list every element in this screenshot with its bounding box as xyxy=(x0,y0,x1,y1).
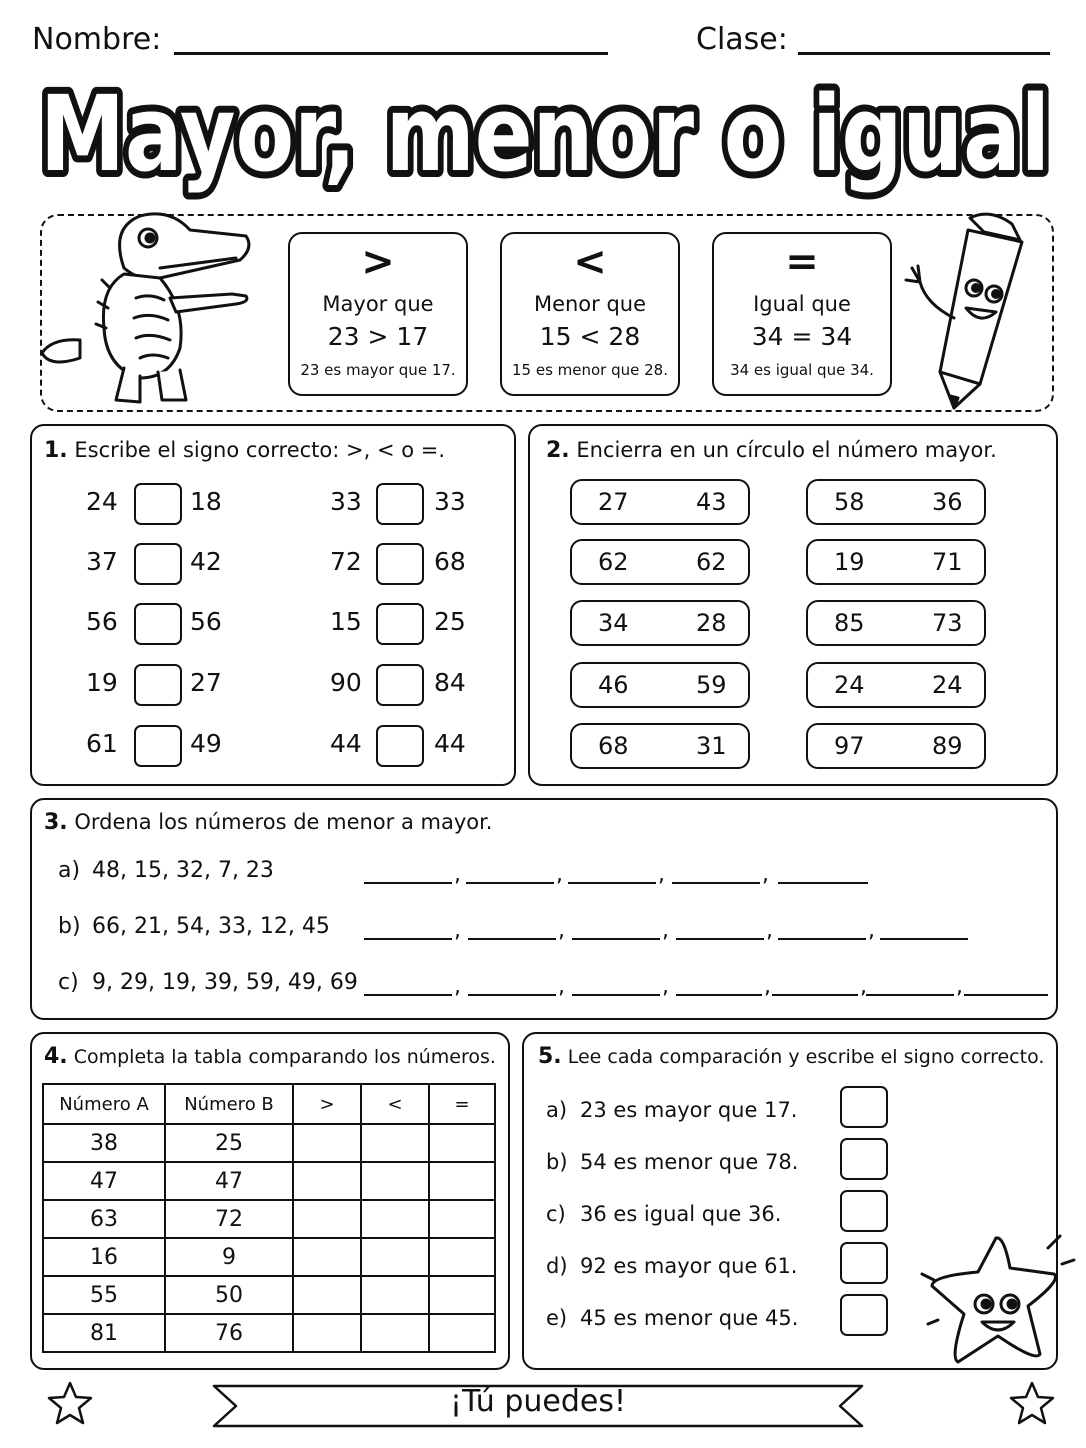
item-letter: d) xyxy=(546,1254,568,1278)
answer-blank[interactable] xyxy=(468,994,556,996)
equal-answer-cell[interactable] xyxy=(429,1238,495,1276)
comma-separator: , xyxy=(662,974,669,999)
number-a-cell: 81 xyxy=(43,1314,165,1352)
comma-separator: , xyxy=(558,974,565,999)
answer-box[interactable] xyxy=(376,603,424,645)
section-3-instruction xyxy=(44,810,492,835)
equal-symbol: = xyxy=(785,239,819,285)
number-pair[interactable] xyxy=(570,662,750,708)
comparison-statement: 23 es mayor que 17. xyxy=(580,1098,798,1122)
numbers-to-order: 48, 15, 32, 7, 23 xyxy=(92,858,274,883)
section-number: 1. xyxy=(44,438,68,463)
answer-blank[interactable] xyxy=(778,938,866,940)
second-number[interactable]: 59 xyxy=(696,671,727,699)
item-letter: b) xyxy=(58,914,81,939)
less-answer-cell[interactable] xyxy=(361,1162,429,1200)
answer-box[interactable] xyxy=(134,603,182,645)
comma-separator: , xyxy=(454,974,461,999)
reference-example: 15 < 28 xyxy=(539,322,641,351)
answer-box[interactable] xyxy=(134,543,182,585)
reference-name: Igual que xyxy=(753,292,851,316)
table-header-row xyxy=(43,1084,495,1124)
second-number[interactable]: 71 xyxy=(932,548,963,576)
greater-than-symbol: > xyxy=(361,239,395,285)
less-answer-cell[interactable] xyxy=(361,1238,429,1276)
first-number: 90 xyxy=(330,668,362,697)
comparison-statement: 45 es menor que 45. xyxy=(580,1306,799,1330)
less-than-symbol: < xyxy=(573,239,607,285)
second-number: 56 xyxy=(190,607,222,636)
number-b-cell: 25 xyxy=(165,1124,293,1162)
first-number: 61 xyxy=(86,729,118,758)
comparison-statement: 36 es igual que 36. xyxy=(580,1202,782,1226)
number-b-cell: 72 xyxy=(165,1200,293,1238)
number-a-cell: 55 xyxy=(43,1276,165,1314)
first-number[interactable]: 46 xyxy=(598,671,629,699)
second-number: 44 xyxy=(434,729,466,758)
column-header: < xyxy=(361,1084,429,1124)
second-number: 68 xyxy=(434,547,466,576)
star-icon xyxy=(1008,1380,1056,1426)
reference-name: Mayor que xyxy=(322,292,434,316)
number-pair[interactable] xyxy=(570,539,750,585)
reference-sentence: 34 es igual que 34. xyxy=(730,361,874,379)
comparison-statement: 54 es menor que 78. xyxy=(580,1150,799,1174)
answer-blank[interactable] xyxy=(964,994,1048,996)
class-label: Clase: xyxy=(696,22,788,57)
reference-name: Menor que xyxy=(533,292,647,316)
second-number: 49 xyxy=(190,729,222,758)
answer-blank[interactable] xyxy=(572,938,660,940)
reference-card-less xyxy=(500,232,680,396)
comma-separator: , xyxy=(662,918,669,943)
table-row xyxy=(43,1314,495,1352)
answer-box[interactable] xyxy=(840,1242,888,1284)
section-number: 2. xyxy=(546,438,570,463)
first-number[interactable]: 62 xyxy=(598,548,629,576)
second-number: 33 xyxy=(434,487,466,516)
number-a-cell: 16 xyxy=(43,1238,165,1276)
numbers-to-order: 66, 21, 54, 33, 12, 45 xyxy=(92,914,330,939)
item-letter: c) xyxy=(58,970,79,995)
number-pair[interactable] xyxy=(806,539,986,585)
first-number[interactable]: 24 xyxy=(834,671,865,699)
answer-blank[interactable] xyxy=(364,938,452,940)
greater-answer-cell[interactable] xyxy=(293,1162,361,1200)
number-pair[interactable] xyxy=(570,600,750,646)
comma-separator: , xyxy=(860,974,867,999)
first-number[interactable]: 68 xyxy=(598,732,629,760)
equal-answer-cell[interactable] xyxy=(429,1314,495,1352)
reference-card-greater xyxy=(288,232,468,396)
instruction-text: Completa la tabla comparando los números. xyxy=(73,1046,496,1068)
number-pair[interactable] xyxy=(570,479,750,525)
section-1-instruction xyxy=(44,438,445,463)
answer-box[interactable] xyxy=(134,483,182,525)
answer-blank[interactable] xyxy=(778,882,868,884)
section-number: 3. xyxy=(44,810,68,835)
first-number: 44 xyxy=(330,729,362,758)
second-number: 18 xyxy=(190,487,222,516)
first-number: 37 xyxy=(86,547,118,576)
answer-box[interactable] xyxy=(840,1138,888,1180)
page-title xyxy=(30,72,1060,202)
answer-blank[interactable] xyxy=(364,882,452,884)
comparison-statement: 92 es mayor que 61. xyxy=(580,1254,798,1278)
equal-answer-cell[interactable] xyxy=(429,1200,495,1238)
second-number: 84 xyxy=(434,668,466,697)
comparison-table xyxy=(42,1083,496,1353)
section-number: 4. xyxy=(44,1044,68,1069)
reference-example: 23 > 17 xyxy=(327,322,429,351)
equal-answer-cell[interactable] xyxy=(429,1162,495,1200)
number-b-cell: 47 xyxy=(165,1162,293,1200)
answer-box[interactable] xyxy=(376,543,424,585)
item-letter: a) xyxy=(546,1098,568,1122)
answer-blank[interactable] xyxy=(672,882,760,884)
column-header: > xyxy=(293,1084,361,1124)
answer-box[interactable] xyxy=(840,1086,888,1128)
star-icon xyxy=(46,1380,94,1426)
reference-sentence: 15 es menor que 28. xyxy=(511,361,668,379)
first-number[interactable]: 34 xyxy=(598,609,629,637)
table-row xyxy=(43,1238,495,1276)
comma-separator: , xyxy=(558,918,565,943)
section-5-instruction xyxy=(538,1044,1044,1069)
first-number: 19 xyxy=(86,668,118,697)
second-number: 25 xyxy=(434,607,466,636)
first-number: 24 xyxy=(86,487,118,516)
instruction-text: Encierra en un círculo el número mayor. xyxy=(576,438,997,462)
table-row xyxy=(43,1162,495,1200)
number-pair[interactable] xyxy=(806,723,986,769)
first-number[interactable]: 19 xyxy=(834,548,865,576)
section-number: 5. xyxy=(538,1044,562,1069)
title-text: Mayor, menor o igual xyxy=(40,73,1050,195)
greater-answer-cell[interactable] xyxy=(293,1124,361,1162)
comma-separator: , xyxy=(868,918,875,943)
number-a-cell: 47 xyxy=(43,1162,165,1200)
second-number[interactable]: 62 xyxy=(696,548,727,576)
first-number[interactable]: 58 xyxy=(834,488,865,516)
answer-blank[interactable] xyxy=(572,994,660,996)
answer-blank[interactable] xyxy=(676,938,764,940)
second-number[interactable]: 36 xyxy=(932,488,963,516)
first-number: 72 xyxy=(330,547,362,576)
less-answer-cell[interactable] xyxy=(361,1276,429,1314)
column-header: Número A xyxy=(43,1084,165,1124)
number-pair[interactable] xyxy=(806,662,986,708)
answer-box[interactable] xyxy=(376,664,424,706)
answer-blank[interactable] xyxy=(568,882,656,884)
number-a-cell: 63 xyxy=(43,1200,165,1238)
number-b-cell: 9 xyxy=(165,1238,293,1276)
table-row xyxy=(43,1200,495,1238)
less-answer-cell[interactable] xyxy=(361,1124,429,1162)
greater-answer-cell[interactable] xyxy=(293,1314,361,1352)
reference-card-equal xyxy=(712,232,892,396)
column-header: = xyxy=(429,1084,495,1124)
column-header: Número B xyxy=(165,1084,293,1124)
comma-separator: , xyxy=(764,974,771,999)
reference-sentence: 23 es mayor que 17. xyxy=(300,361,456,379)
second-number: 42 xyxy=(190,547,222,576)
second-number[interactable]: 31 xyxy=(696,732,727,760)
comma-separator: , xyxy=(556,862,563,887)
number-a-cell: 38 xyxy=(43,1124,165,1162)
greater-answer-cell[interactable] xyxy=(293,1276,361,1314)
equal-answer-cell[interactable] xyxy=(429,1124,495,1162)
less-answer-cell[interactable] xyxy=(361,1200,429,1238)
greater-answer-cell[interactable] xyxy=(293,1200,361,1238)
first-number: 56 xyxy=(86,607,118,636)
answer-blank[interactable] xyxy=(466,882,554,884)
first-number[interactable]: 97 xyxy=(834,732,865,760)
pencil-mascot-icon xyxy=(900,208,1030,413)
comma-separator: , xyxy=(658,862,665,887)
answer-box[interactable] xyxy=(840,1294,888,1336)
section-4-instruction xyxy=(44,1044,496,1069)
answer-box[interactable] xyxy=(376,725,424,767)
second-number: 27 xyxy=(190,668,222,697)
answer-box[interactable] xyxy=(376,483,424,525)
greater-answer-cell[interactable] xyxy=(293,1238,361,1276)
answer-blank[interactable] xyxy=(364,994,452,996)
second-number[interactable]: 89 xyxy=(932,732,963,760)
item-letter: a) xyxy=(58,858,81,883)
name-label: Nombre: xyxy=(32,22,162,57)
title-outline: Mayor, menor o igual xyxy=(40,73,1050,195)
star-mascot-icon xyxy=(918,1228,1078,1382)
number-pair[interactable] xyxy=(806,600,986,646)
comma-separator: , xyxy=(762,862,769,887)
numbers-to-order: 9, 29, 19, 39, 59, 49, 69 xyxy=(92,970,358,995)
equal-answer-cell[interactable] xyxy=(429,1276,495,1314)
name-field[interactable] xyxy=(174,52,608,55)
second-number[interactable]: 28 xyxy=(696,609,727,637)
comma-separator: , xyxy=(766,918,773,943)
instruction-text: Ordena los números de menor a mayor. xyxy=(74,810,493,834)
answer-blank[interactable] xyxy=(676,994,762,996)
instruction-text: Lee cada comparación y escribe el signo correcto. xyxy=(567,1046,1045,1068)
second-number[interactable]: 24 xyxy=(932,671,963,699)
number-b-cell: 50 xyxy=(165,1276,293,1314)
comma-separator: , xyxy=(454,918,461,943)
answer-blank[interactable] xyxy=(468,938,556,940)
class-field[interactable] xyxy=(798,52,1050,55)
section-2-instruction xyxy=(546,438,997,463)
item-letter: c) xyxy=(546,1202,566,1226)
first-number: 33 xyxy=(330,487,362,516)
answer-box[interactable] xyxy=(840,1190,888,1232)
first-number[interactable]: 27 xyxy=(598,488,629,516)
reference-example: 34 = 34 xyxy=(751,322,853,351)
answer-blank[interactable] xyxy=(772,994,858,996)
comma-separator: , xyxy=(956,974,963,999)
instruction-text: Escribe el signo correcto: >, < o =. xyxy=(74,438,446,462)
second-number[interactable]: 43 xyxy=(696,488,727,516)
encouragement-banner: ¡Tú puedes! xyxy=(449,1384,626,1419)
answer-box[interactable] xyxy=(134,664,182,706)
first-number[interactable]: 85 xyxy=(834,609,865,637)
item-letter: e) xyxy=(546,1306,568,1330)
item-letter: b) xyxy=(546,1150,568,1174)
number-pair[interactable] xyxy=(570,723,750,769)
answer-blank[interactable] xyxy=(866,994,954,996)
number-b-cell: 76 xyxy=(165,1314,293,1352)
comma-separator: , xyxy=(454,862,461,887)
answer-blank[interactable] xyxy=(880,938,968,940)
second-number[interactable]: 73 xyxy=(932,609,963,637)
first-number: 15 xyxy=(330,607,362,636)
number-pair[interactable] xyxy=(806,479,986,525)
table-row xyxy=(43,1124,495,1162)
crocodile-icon xyxy=(40,208,254,410)
table-row xyxy=(43,1276,495,1314)
less-answer-cell[interactable] xyxy=(361,1314,429,1352)
answer-box[interactable] xyxy=(134,725,182,767)
